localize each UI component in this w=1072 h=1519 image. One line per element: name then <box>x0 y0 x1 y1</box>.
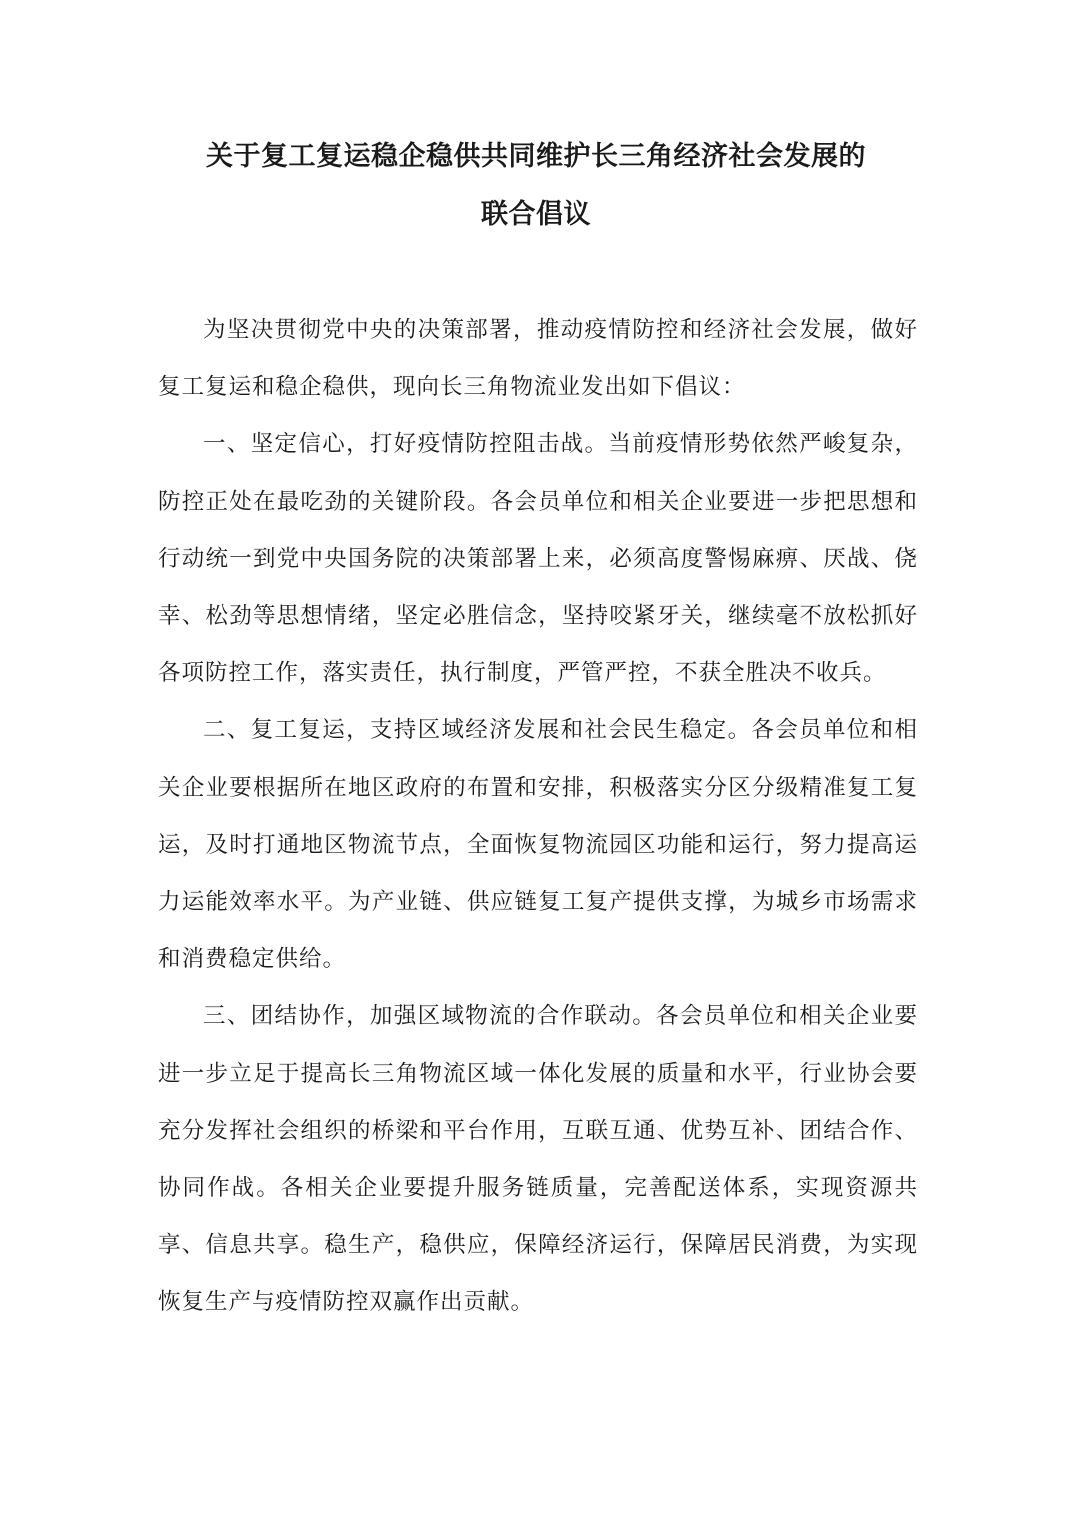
paragraph-three: 三、团结协作，加强区域物流的合作联动。各会员单位和相关企业要进一步立足于提高长三角物流区域一体化发展的质量和水平，行业协会要充分发挥社会组织的桥梁和平台作用，互联互通、优势互补、团结合作、协同作战。各相关企业要提升服务链质量，完善配送体系，实现资源共享、信息共享。稳生产，稳供应，保障经济运行，保障居民消费，为实现恢复生产与疫情防控双赢作出贡献。 <box>158 1003 918 1316</box>
paragraph-intro: 为坚决贯彻党中央的决策部署，推动疫情防控和经济社会发展，做好复工复运和稳企稳供，现向长三角物流业发出如下倡议： <box>158 317 918 401</box>
document-title <box>0 128 1072 244</box>
paragraph-one: 一、坚定信心，打好疫情防控阻击战。当前疫情形势依然严峻复杂，防控正处在最吃劲的关键阶段。各会员单位和相关企业要进一步把思想和行动统一到党中央国务院的决策部署上来，必须高度警惕麻痹、厌战、侥幸、松劲等思想情绪，坚定必胜信念，坚持咬紧牙关，继续毫不放松抓好各项防控工作，落实责任，执行制度，严管严控，不获全胜决不收兵。 <box>158 431 918 687</box>
paragraph-two: 二、复工复运，支持区域经济发展和社会民生稳定。各会员单位和相关企业要根据所在地区政府的布置和安排，积极落实分区分级精准复工复运，及时打通地区物流节点，全面恢复物流园区功能和运行，努力提高运力运能效率水平。为产业链、供应链复工复产提供支撑，为城乡市场需求和消费稳定供给。 <box>158 717 918 973</box>
title-line-1: 关于复工复运稳企稳供共同维护长三角经济社会发展的 <box>206 141 866 172</box>
title-line-2: 联合倡议 <box>481 199 591 230</box>
document-body <box>158 302 918 1332</box>
